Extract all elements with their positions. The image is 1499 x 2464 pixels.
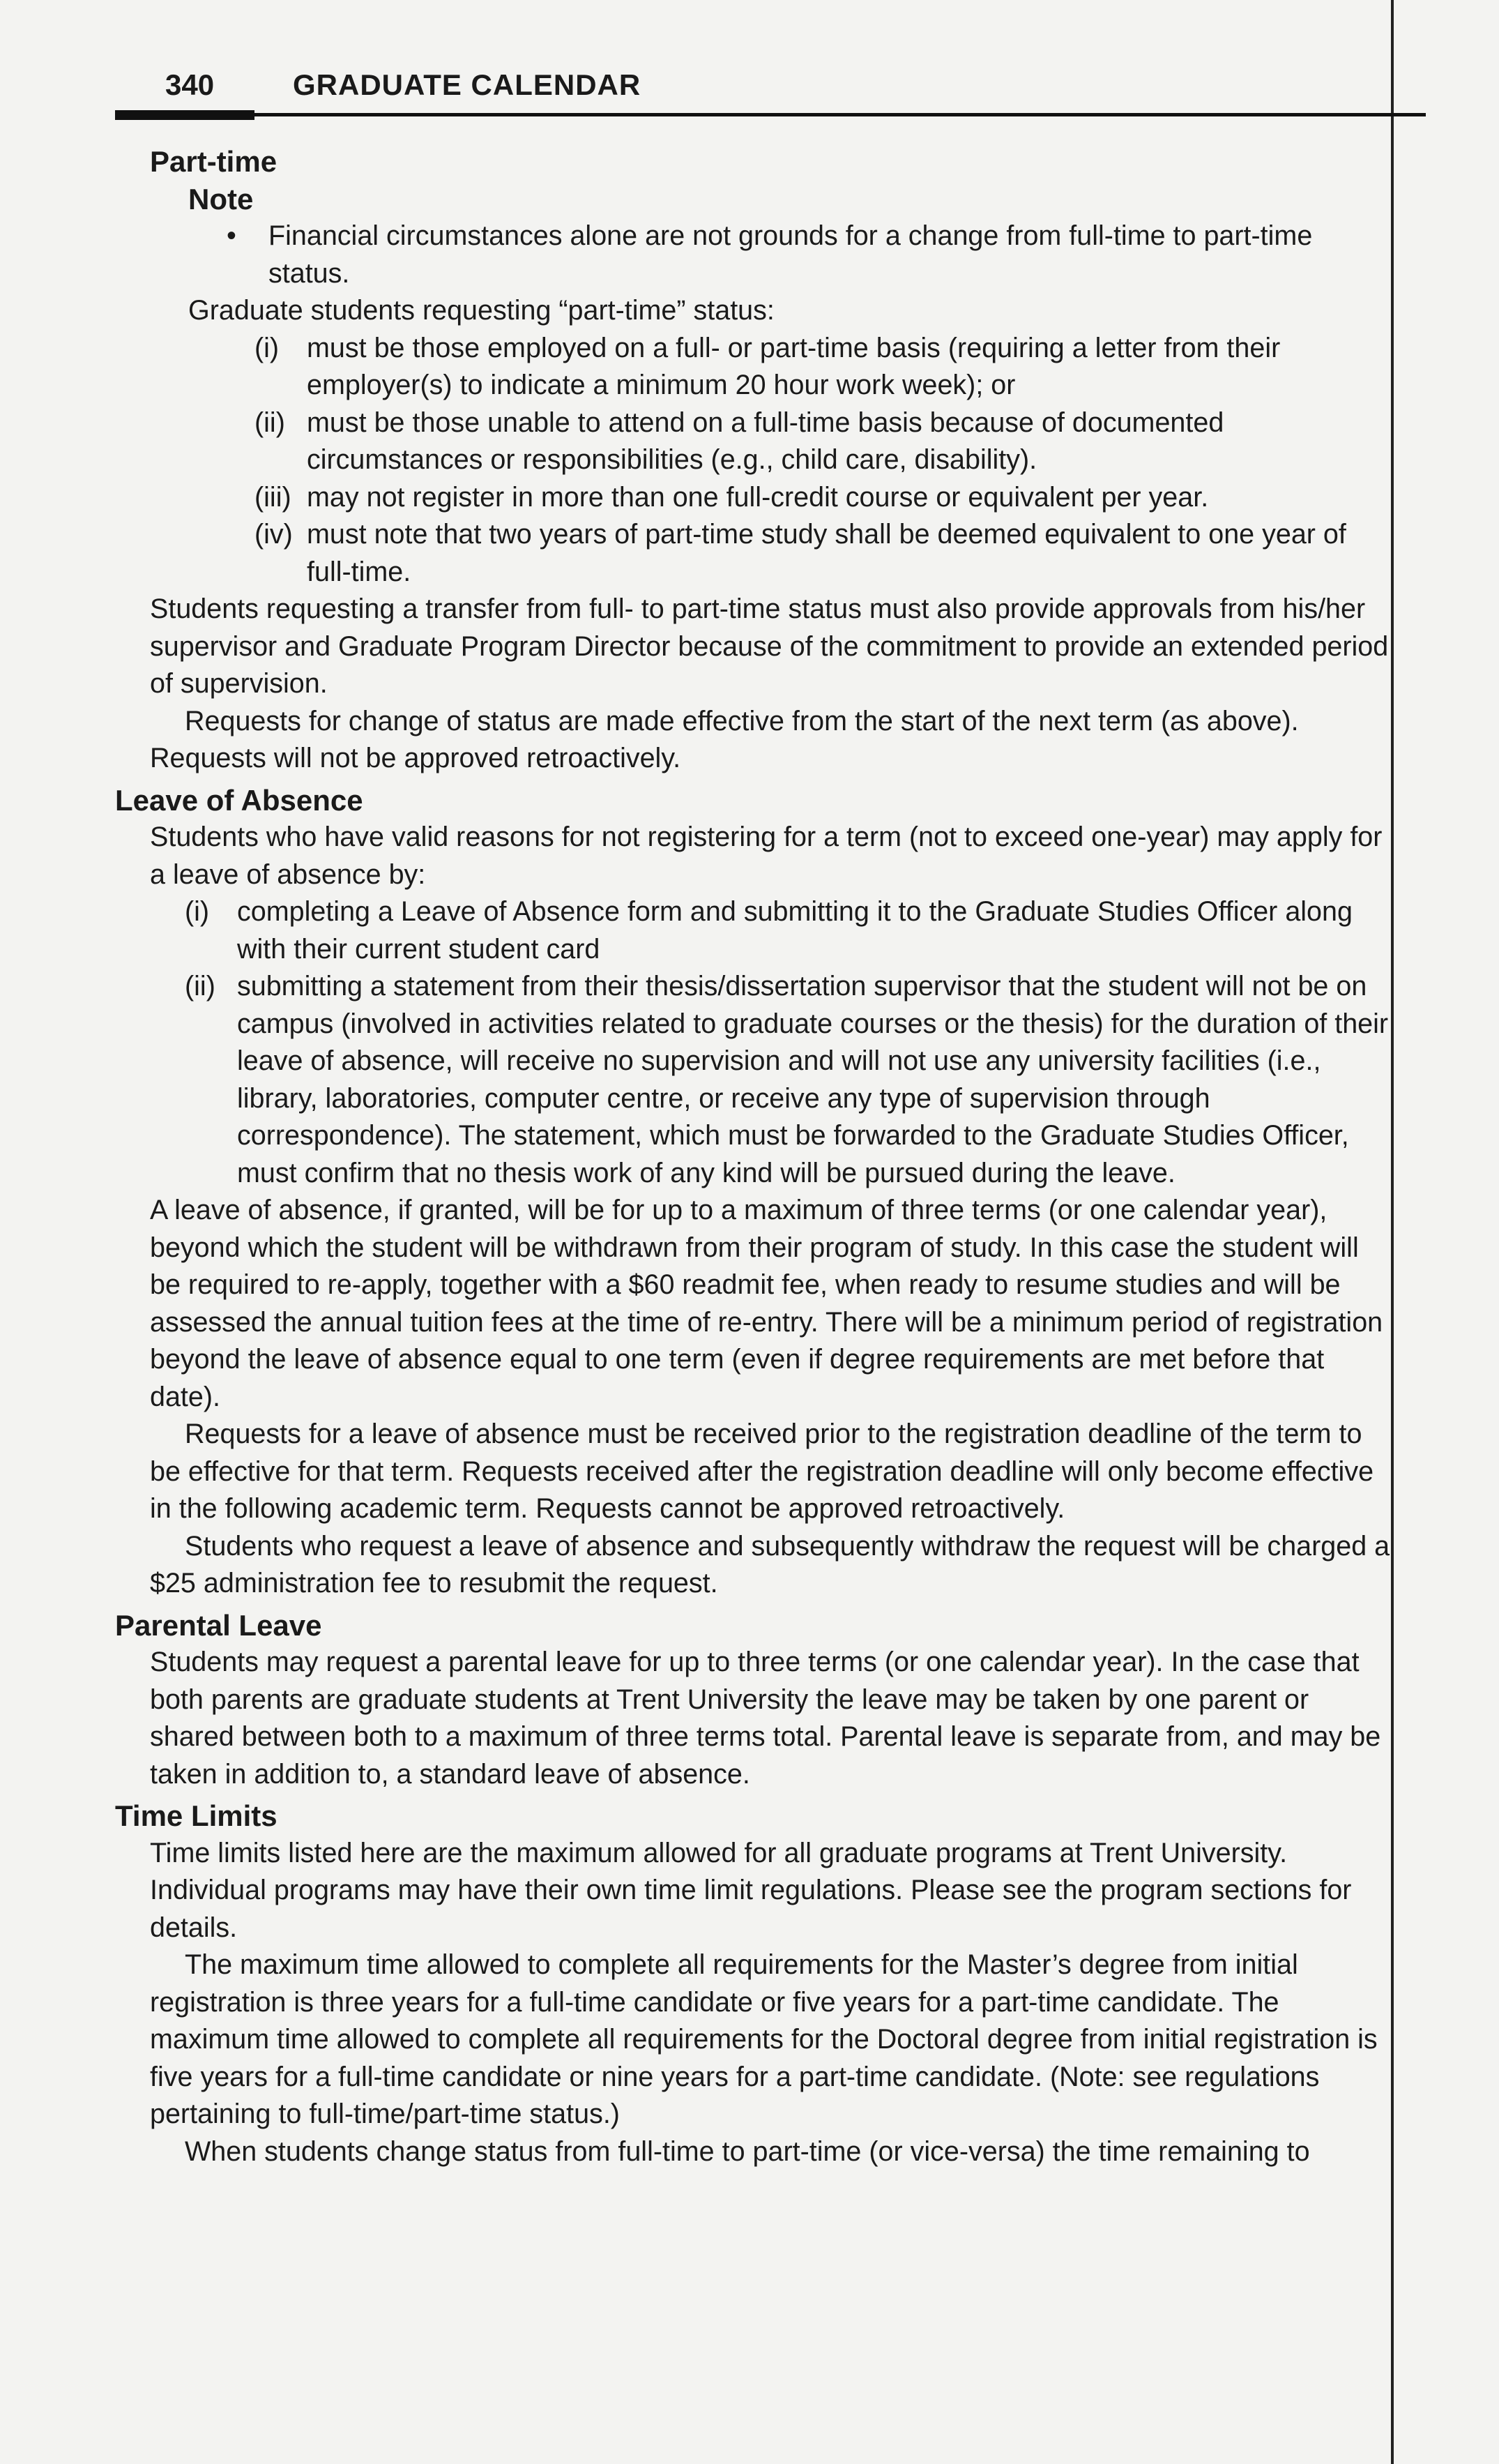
note-list [115, 218, 1391, 292]
time-limits-paragraph: Time limits listed here are the maximum allowed for all graduate programs at Trent University. Individual programs may have their own time limit regulations. Please see the program sections for details. [150, 1837, 1352, 1943]
list-item: (ii) must be those unable to attend on a full-time basis because of documented circumstances or responsibilities (e.g., child care, disability). [254, 407, 1224, 475]
binding-edge-rule [1391, 0, 1394, 2464]
section-parental-leave [115, 1607, 1391, 1794]
leave-paragraph: Requests for a leave of absence must be received prior to the registration deadline of the term to be effective for that term. Requests received after the registration deadline will only become effective in the following academic term. Requests cannot be approved retroactively. [150, 1419, 1374, 1524]
section-leave-of-absence [115, 782, 1391, 1603]
page-number: 340 [165, 68, 215, 101]
heading-parental-leave: Parental Leave [115, 1608, 322, 1642]
note-bullet: • Financial circumstances alone are not grounds for a change from full-time to part-time status. [227, 218, 1391, 292]
section-part-time [115, 143, 1391, 778]
page-header [115, 64, 1426, 127]
list-item: (iv) must note that two years of part-time study shall be deemed equivalent to one year of full-time. [254, 519, 1346, 587]
running-head: GRADUATE CALENDAR [293, 68, 641, 101]
page-body [115, 143, 1391, 2170]
heading-leave-of-absence: Leave of Absence [115, 783, 363, 817]
time-limits-paragraph: When students change status from full-time to part-time (or vice-versa) the time remaining to [185, 2136, 1310, 2167]
leave-paragraph: Students who request a leave of absence and subsequently withdraw the request will be charged a $25 administration fee to resubmit the request. [150, 1530, 1390, 1598]
part-time-intro: Graduate students requesting “part-time” status: [188, 295, 775, 326]
leave-requirements [115, 893, 1391, 1192]
part-time-requirements [115, 330, 1391, 591]
list-item: (iii) may not register in more than one full-credit course or equivalent per year. [254, 481, 1209, 513]
list-item: (i) completing a Leave of Absence form and submitting it to the Graduate Studies Officer along with their current student card [185, 896, 1353, 965]
header-rule [115, 113, 1426, 116]
heading-note: Note [188, 182, 254, 216]
section-time-limits [115, 1797, 1391, 2170]
time-limits-paragraph: The maximum time allowed to complete all requirements for the Master’s degree from initial registration is three years for a full-time candidate or five years for a part-time candidate. The maximum time allowed to complete all requirements for the Doctoral degree from initial registration is five years for a full-time candidate or nine years for a part-time candidate. (Note: see regulations pertaining to full-time/part-time status.) [150, 1949, 1378, 2129]
part-time-paragraph: Students requesting a transfer from full- to part-time status must also provide approvals from his/her supervisor and Graduate Program Director because of the commitment to provide an extended period of supervision. [150, 594, 1389, 699]
part-time-paragraph: Requests for change of status are made effective from the start of the next term (as above). Requests will not be approved retroactively. [150, 705, 1299, 773]
heading-part-time: Part-time [150, 145, 277, 178]
parental-leave-paragraph: Students may request a parental leave for up to three terms (or one calendar year). In the case that both parents are graduate students at Trent University the leave may be taken by one parent or shared between both to a maximum of three terms total. Parental leave is separate from, and may be taken in addition to, a standard leave of absence. [150, 1647, 1381, 1790]
list-item: (i) must be those employed on a full- or part-time basis (requiring a letter from their employer(s) to indicate a minimum 20 hour work week); or [254, 332, 1281, 400]
heading-time-limits: Time Limits [115, 1799, 277, 1832]
header-rule-accent [115, 110, 254, 120]
list-item: (ii) submitting a statement from their thesis/dissertation supervisor that the student will not be on campus (involved in activities related to graduate courses or the thesis) for the duration of their leave of absence, will receive no supervision and will not use any university facilities (i.e., library, laboratories, computer centre, or receive any type of supervision through correspondence). The statement, which must be forwarded to the Graduate Studies Officer, must confirm that no thesis work of any kind will be pursued during the leave. [185, 971, 1389, 1188]
leave-intro: Students who have valid reasons for not registering for a term (not to exceed one-year) may apply for a leave of absence by: [150, 822, 1383, 890]
leave-paragraph: A leave of absence, if granted, will be for up to a maximum of three terms (or one calendar year), beyond which the student will be withdrawn from their program of study. In this case the student will be required to re-apply, together with a $60 readmit fee, when ready to resume studies and will be assessed the annual tuition fees at the time of re-entry. There will be a minimum period of registration beyond the leave of absence equal to one term (even if degree requirements are met before that date). [150, 1195, 1383, 1412]
